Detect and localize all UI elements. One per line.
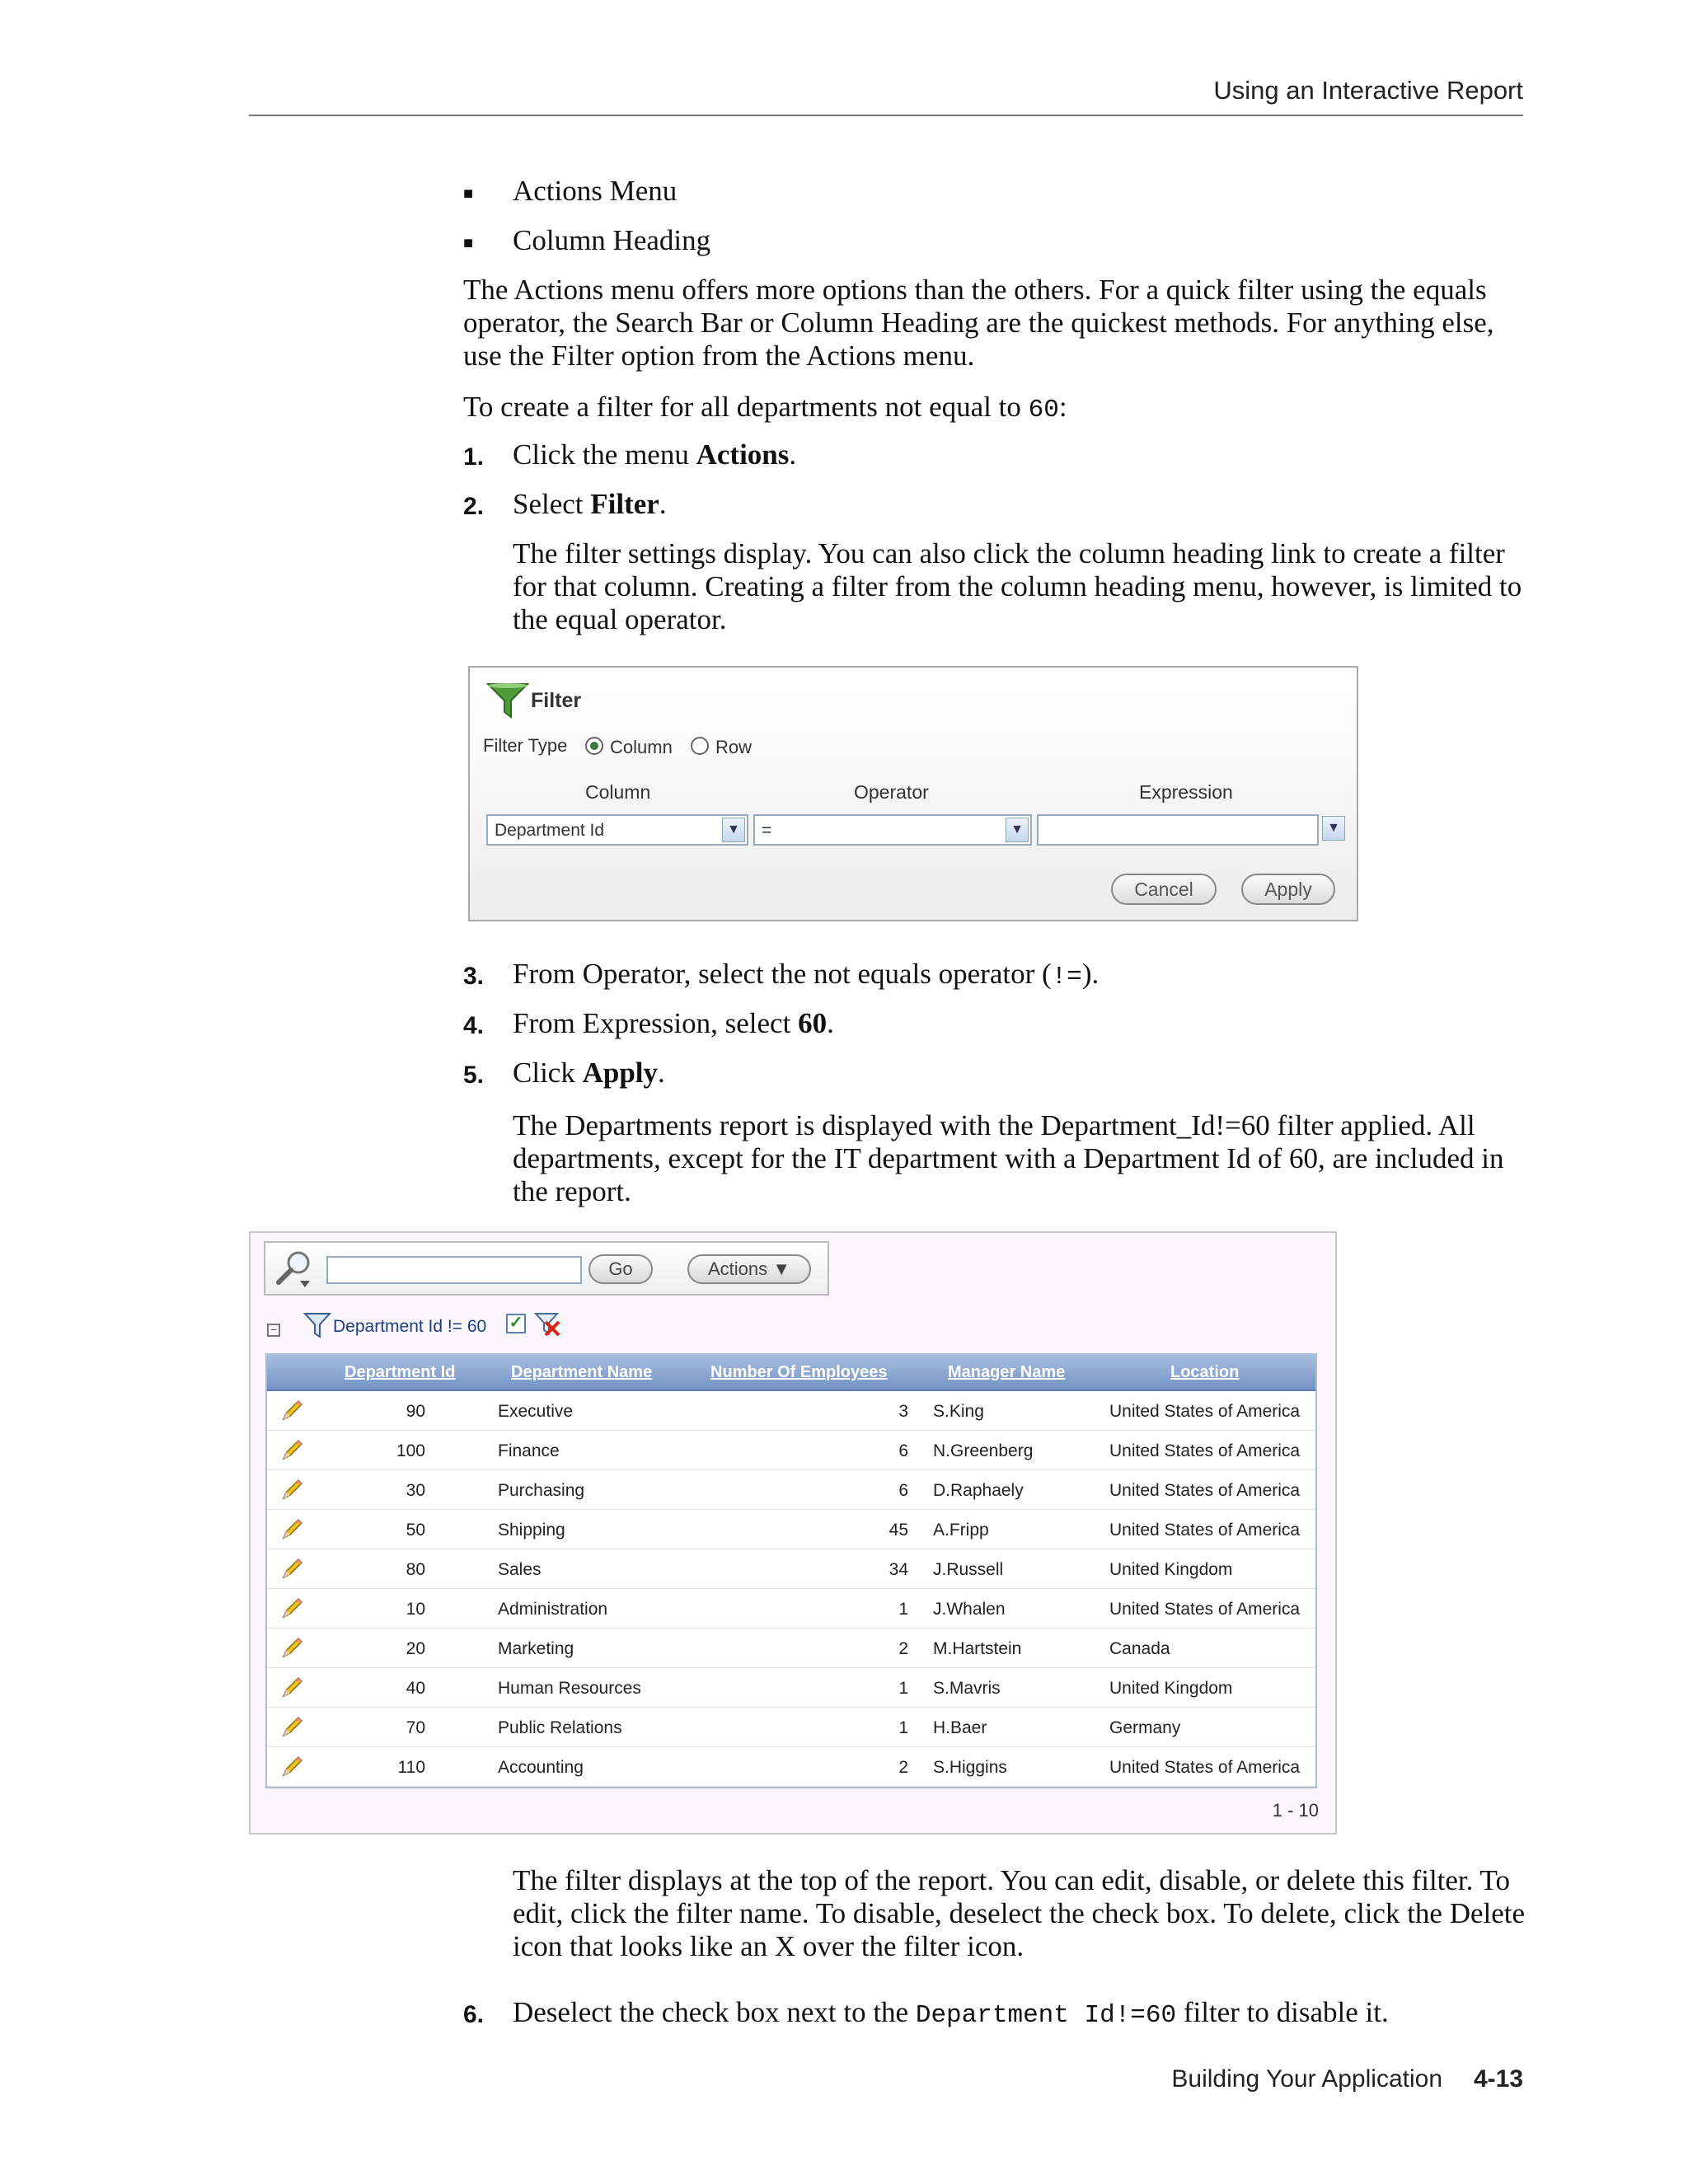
edit-pencil-icon[interactable] [280, 1675, 305, 1704]
expression-dropdown[interactable] [1319, 814, 1345, 846]
chevron-down-icon: ▼ [1006, 818, 1029, 842]
cell-department-id: 50 [406, 1521, 425, 1540]
report-table [265, 1353, 1317, 1788]
column-header-location[interactable]: Location [1170, 1363, 1240, 1381]
running-header: Using an Interactive Report [1213, 76, 1523, 105]
cell-manager-name: S.King [933, 1402, 984, 1421]
column-header-label: Column [585, 781, 651, 803]
cell-number-of-employees: 1 [898, 1600, 908, 1619]
column-header-manager-name[interactable]: Manager Name [948, 1363, 1066, 1381]
go-button[interactable]: Go [588, 1254, 653, 1284]
chevron-down-icon: ▼ [1322, 816, 1345, 841]
cell-number-of-employees: 1 [898, 1679, 908, 1698]
step-number: 4. [463, 1012, 485, 1039]
column-header-department-name[interactable]: Department Name [511, 1363, 653, 1381]
step-text: From Expression, select 60. [513, 1007, 834, 1039]
table-row [267, 1510, 1315, 1549]
bullet-marker: ■ [463, 185, 474, 203]
radio-column-label: Column [610, 737, 673, 757]
operator-select[interactable]: = ▼ [753, 814, 1032, 846]
cell-department-id: 40 [406, 1679, 425, 1698]
footer-section-title: Building Your Application [1171, 2065, 1442, 2093]
cell-department-name: Sales [498, 1560, 542, 1579]
cell-department-name: Public Relations [498, 1718, 622, 1737]
cell-number-of-employees: 45 [889, 1521, 908, 1540]
table-row [267, 1391, 1315, 1431]
cell-department-name: Shipping [498, 1521, 565, 1540]
cell-number-of-employees: 2 [898, 1758, 908, 1777]
step-text: Select Filter. [513, 488, 667, 520]
filter-funnel-icon [303, 1312, 331, 1343]
collapse-toggle-icon[interactable]: − [267, 1324, 280, 1337]
table-row [267, 1708, 1315, 1747]
cell-manager-name: M.Hartstein [933, 1639, 1022, 1658]
edit-pencil-icon[interactable] [280, 1437, 305, 1467]
cell-location: United States of America [1109, 1600, 1301, 1619]
cell-location: Germany [1109, 1718, 1181, 1737]
cell-department-name: Marketing [498, 1639, 574, 1658]
search-icon[interactable] [274, 1249, 315, 1293]
apply-button[interactable]: Apply [1241, 874, 1335, 905]
cell-department-name: Finance [498, 1441, 560, 1460]
delete-filter-icon[interactable] [534, 1310, 562, 1343]
edit-pencil-icon[interactable] [280, 1635, 305, 1665]
step-number: 5. [463, 1062, 485, 1089]
cell-manager-name: N.Greenberg [933, 1441, 1034, 1460]
cell-manager-name: J.Whalen [933, 1600, 1006, 1619]
cell-department-id: 30 [406, 1481, 425, 1500]
chevron-down-icon: ▼ [722, 818, 745, 842]
cell-location: United States of America [1109, 1481, 1301, 1500]
bullet-marker: ■ [463, 234, 474, 252]
cell-department-name: Administration [498, 1600, 608, 1619]
create-filter-line: To create a filter for all departments not equal to 60: [463, 391, 1067, 424]
filter-dialog-title: Filter [531, 689, 582, 712]
filter-settings-paragraph: The filter settings display. You can also click the column heading link to create a filter for that column. Creating a filter from the column heading menu, however, is limited to the equal operator. [513, 537, 1522, 635]
step-text: Click Apply. [513, 1057, 665, 1089]
cell-location: United Kingdom [1109, 1679, 1233, 1698]
cell-number-of-employees: 34 [889, 1560, 908, 1579]
cell-manager-name: H.Baer [933, 1718, 987, 1737]
cell-department-id: 10 [406, 1600, 425, 1619]
step-text: Deselect the check box next to the Department Id!=60 filter to disable it. [513, 1996, 1389, 2030]
cell-department-name: Human Resources [498, 1679, 641, 1698]
table-body [267, 1391, 1315, 1787]
column-select[interactable]: Department Id ▼ [486, 814, 748, 846]
expression-input[interactable] [1037, 814, 1319, 846]
edit-pencil-icon[interactable] [280, 1556, 305, 1586]
table-row [267, 1629, 1315, 1668]
cell-department-name: Accounting [498, 1758, 584, 1777]
radio-row-label: Row [715, 737, 753, 757]
step-text: Click the menu Actions. [513, 438, 797, 471]
filter-displays-paragraph: The filter displays at the top of the report. You can edit, disable, or delete this filter. To edit, click the filter name. To disable, deselect the check box. To delete, click the Delete icon that looks like an X over the filter icon. [513, 1864, 1526, 1962]
cell-location: Canada [1109, 1639, 1170, 1658]
cancel-button[interactable]: Cancel [1111, 874, 1217, 905]
filter-name-link[interactable]: Department Id != 60 [333, 1317, 487, 1336]
edit-pencil-icon[interactable] [280, 1596, 305, 1625]
step-number: 6. [463, 2001, 485, 2028]
cell-number-of-employees: 1 [898, 1718, 908, 1737]
bullet-item: Column Heading [513, 224, 711, 256]
edit-pencil-icon[interactable] [280, 1398, 305, 1427]
search-bar [264, 1241, 829, 1296]
step-number: 1. [463, 443, 485, 471]
cell-number-of-employees: 6 [898, 1441, 908, 1460]
table-row [267, 1549, 1315, 1589]
report-paragraph: The Departments report is displayed with the Department_Id!=60 filter applied. All departments, except for the IT department with a Department Id of 60, are included in the report. [513, 1109, 1504, 1207]
radio-row[interactable] [691, 737, 709, 755]
cell-department-id: 80 [406, 1560, 425, 1579]
cell-manager-name: S.Higgins [933, 1758, 1007, 1777]
cell-location: United States of America [1109, 1441, 1301, 1460]
report-region [249, 1231, 1337, 1835]
table-header [267, 1355, 1315, 1391]
cell-department-id: 100 [396, 1441, 425, 1460]
cell-location: United States of America [1109, 1758, 1301, 1777]
cell-manager-name: A.Fripp [933, 1521, 989, 1540]
cell-location: United States of America [1109, 1521, 1301, 1540]
operator-header-label: Operator [854, 781, 929, 803]
table-row [267, 1470, 1315, 1510]
footer-page-number: 4-13 [1473, 2065, 1523, 2093]
filter-type-label: Filter Type [483, 735, 568, 756]
search-input[interactable] [326, 1256, 582, 1284]
column-header-number-of-employees[interactable]: Number Of Employees [710, 1363, 888, 1381]
expression-header-label: Expression [1139, 781, 1233, 803]
table-row [267, 1589, 1315, 1629]
cell-manager-name: J.Russell [933, 1560, 1004, 1579]
cell-number-of-employees: 6 [898, 1481, 908, 1500]
cell-department-id: 70 [406, 1718, 425, 1737]
cell-location: United States of America [1109, 1402, 1301, 1421]
table-row [267, 1431, 1315, 1470]
edit-pencil-icon[interactable] [280, 1714, 305, 1744]
filter-enable-checkbox[interactable]: ✓ [506, 1314, 526, 1333]
edit-pencil-icon[interactable] [280, 1516, 305, 1546]
table-row [267, 1668, 1315, 1708]
filter-dialog [468, 666, 1358, 921]
actions-menu-button[interactable]: Actions ▼ [687, 1254, 811, 1284]
pagination-label: 1 - 10 [1272, 1800, 1319, 1821]
cell-department-name: Purchasing [498, 1481, 585, 1500]
edit-pencil-icon[interactable] [280, 1477, 305, 1507]
cell-location: United Kingdom [1109, 1560, 1233, 1579]
table-row [267, 1747, 1315, 1787]
cell-department-id: 20 [406, 1639, 425, 1658]
cell-manager-name: D.Raphaely [933, 1481, 1024, 1500]
cell-department-id: 90 [406, 1402, 425, 1421]
filter-funnel-icon [486, 682, 529, 723]
radio-column[interactable] [585, 737, 603, 755]
step-text: From Operator, select the not equals operator (!=). [513, 958, 1100, 991]
step-number: 2. [463, 493, 485, 520]
cell-department-id: 110 [397, 1758, 425, 1777]
intro-paragraph: The Actions menu offers more options than the others. For a quick filter using the equals operator, the Search Bar or Column Heading are the quickest methods. For anything else, use the Filter option from the Actions menu. [463, 274, 1494, 372]
cell-number-of-employees: 3 [898, 1402, 908, 1421]
header-rule [249, 115, 1523, 116]
cell-manager-name: S.Mavris [933, 1679, 1001, 1698]
column-header-department-id[interactable]: Department Id [345, 1363, 456, 1381]
bullet-item: Actions Menu [513, 175, 678, 207]
cell-department-name: Executive [498, 1402, 574, 1421]
edit-pencil-icon[interactable] [280, 1754, 305, 1783]
cell-number-of-employees: 2 [898, 1639, 908, 1658]
step-number: 3. [463, 963, 485, 990]
